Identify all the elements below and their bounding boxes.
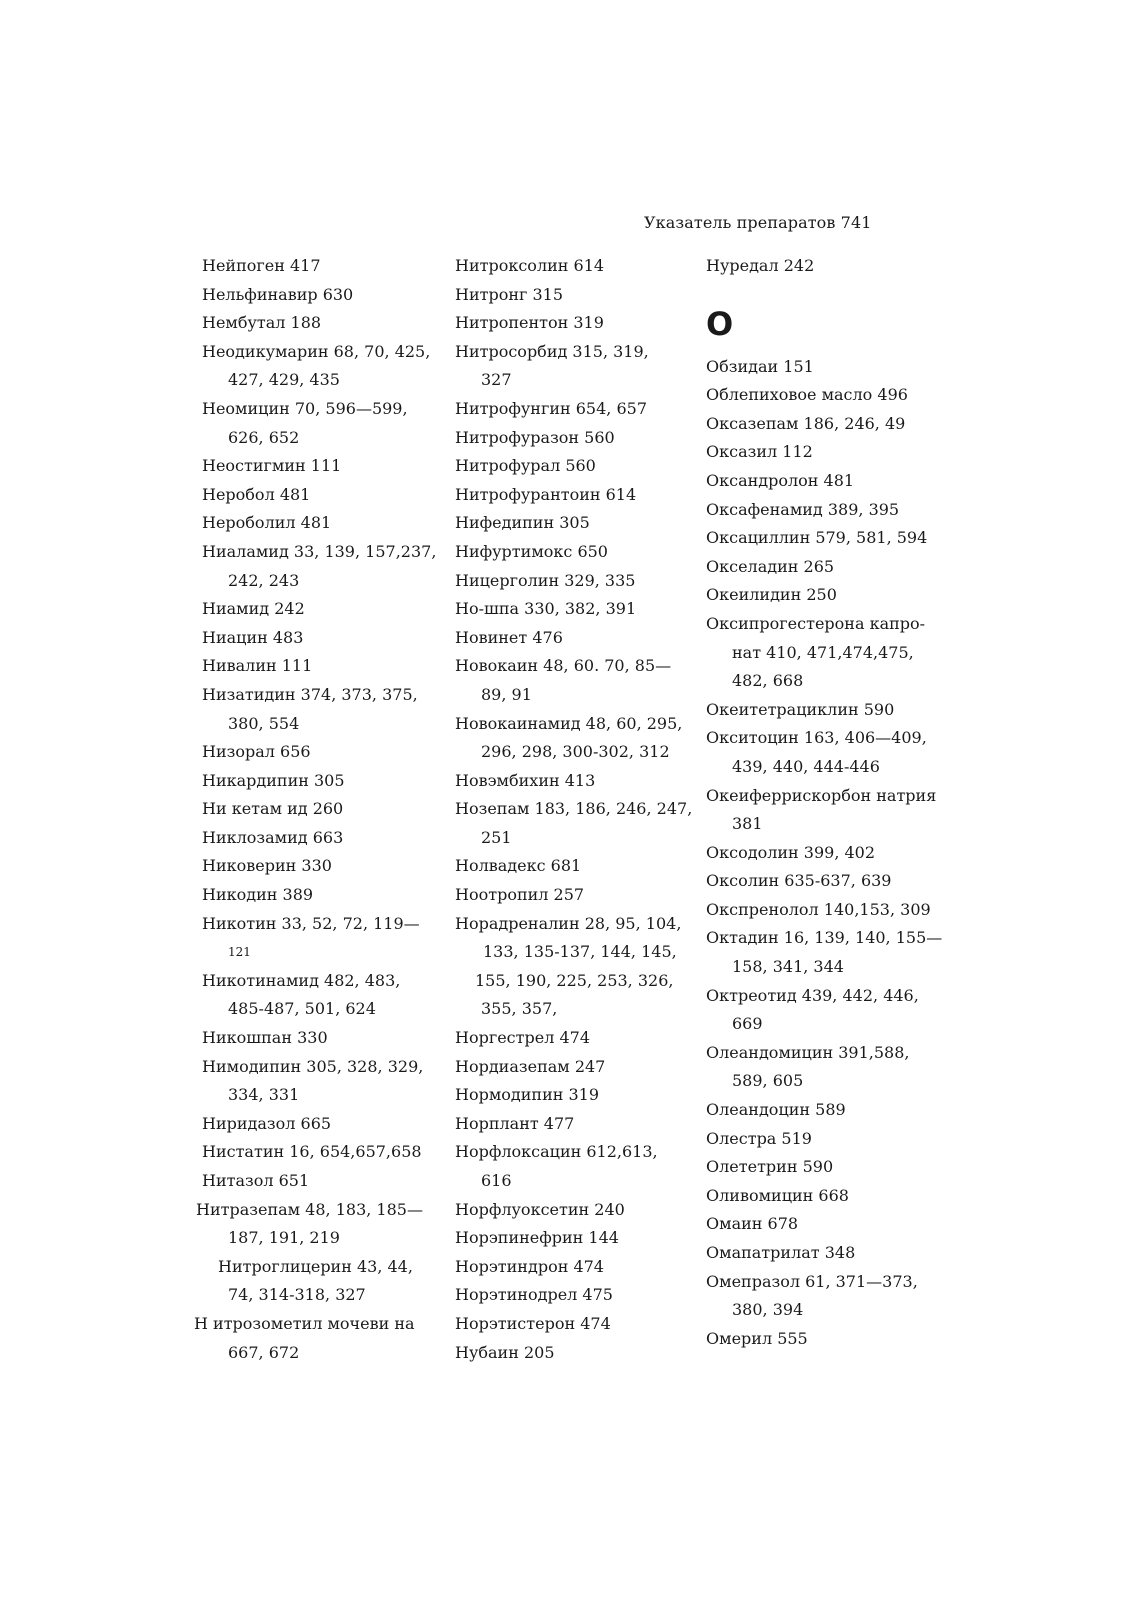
index-entry-continuation: 667, 672	[228, 1342, 300, 1362]
index-entry: Нитазол 651	[202, 1171, 310, 1190]
index-entry: Новокаинамид 48, 60, 295,	[455, 713, 683, 733]
index-entry: Нивалин 111	[202, 656, 313, 676]
index-entry: Ниридазол 665	[202, 1113, 332, 1133]
index-entry: Нитрофурал 560	[455, 456, 596, 476]
index-entry: Олеандоцин 589	[706, 1100, 846, 1120]
index-column-3	[706, 252, 966, 1353]
index-entry: Неробол 481	[202, 484, 311, 504]
index-entry: Океилидин 250	[706, 585, 837, 605]
index-entry-continuation: 334, 331	[228, 1085, 300, 1105]
index-entry: Ницерголин 329, 335	[455, 570, 636, 590]
index-entry-continuation: 439, 440, 444-446	[732, 756, 880, 776]
index-entry: Нитросорбид 315, 319,	[455, 341, 649, 361]
index-entry-continuation: 626, 652	[228, 427, 300, 447]
index-entry: Низатидин 374, 373, 375,	[202, 684, 418, 704]
index-entry: Оксазил 112	[706, 442, 813, 462]
index-entry: Нитронг 315	[455, 284, 564, 304]
running-head: Указатель препаратов 741	[644, 213, 872, 232]
index-entry: Неостигмин 111	[202, 456, 342, 476]
index-entry: Олестра 519	[706, 1128, 812, 1148]
index-entry-continuation: 89, 91	[481, 684, 532, 704]
index-entry: Оксодолин 399, 402	[706, 842, 876, 862]
index-entry: Омапатрилат 348	[706, 1243, 856, 1262]
index-column-1	[194, 252, 442, 1367]
index-entry: Нитрофунгин 654, 657	[455, 398, 647, 418]
index-entry-continuation: 155, 190, 225, 253, 326,	[475, 970, 674, 990]
index-entry: Норфлоксацин 612,613,	[455, 1142, 658, 1162]
index-entry: Олеандомицин 391,588,	[706, 1042, 910, 1062]
index-entry: Нитропентон 319	[455, 313, 604, 333]
index-entry: Ниацин 483	[202, 627, 304, 647]
index-entry: Новокаин 48, 60. 70, 85—	[455, 656, 672, 676]
index-entry: Норэтиндрон 474	[455, 1256, 604, 1276]
index-entry: Омаин 678	[706, 1214, 799, 1234]
index-entry: Окселадин 265	[706, 556, 835, 576]
index-entry: Ниамид 242	[202, 599, 305, 619]
index-entry-continuation: 482, 668	[732, 671, 804, 691]
index-entry: Норплант 477	[455, 1113, 575, 1133]
index-entry-continuation: 669	[732, 1014, 763, 1034]
index-entry: Нолвадекс 681	[455, 856, 582, 876]
index-entry: Оксипрогестерона капро-	[706, 613, 926, 633]
index-entry: Олететрин 590	[706, 1157, 834, 1177]
index-entry: Никотинамид 482, 483,	[202, 970, 401, 990]
index-entry: Нельфинавир 630	[202, 284, 354, 304]
index-entry-continuation: 380, 394	[732, 1300, 804, 1320]
index-entry-continuation: 355, 357,	[481, 999, 558, 1019]
index-entry-continuation: 427, 429, 435	[228, 370, 340, 390]
index-entry: Норадреналин 28, 95, 104,	[455, 913, 682, 933]
index-entry: Никошпан 330	[202, 1028, 328, 1048]
index-entry: Нимодипин 305, 328, 329,	[202, 1056, 424, 1076]
index-entry: Норэтистерон 474	[455, 1313, 611, 1333]
index-entry-continuation: 121	[228, 945, 251, 960]
index-entry: Нифуртимокс 650	[455, 541, 608, 561]
index-entry: Нормодипин 319	[455, 1085, 600, 1105]
index-entry: Никардипин 305	[202, 770, 345, 790]
index-entry: Оксолин 635-637, 639	[706, 871, 892, 891]
index-entry: Норэтинодрел 475	[455, 1285, 613, 1305]
index-entry: Омепразол 61, 371—373,	[706, 1271, 918, 1291]
index-entry-continuation: 485-487, 501, 624	[228, 999, 376, 1019]
index-entry-continuation: 381	[732, 814, 763, 834]
index-entry: Оксандролон 481	[706, 470, 855, 490]
index-entry-continuation: 296, 298, 300-302, 312	[481, 742, 670, 762]
index-entry-continuation: 133, 135-137, 144, 145,	[483, 942, 677, 962]
index-entry: Никотин 33, 52, 72, 119—	[202, 913, 420, 933]
index-entry: Никлозамид 663	[202, 827, 344, 847]
index-entry-continuation: 242, 243	[228, 570, 300, 590]
index-entry: Нистатин 16, 654,657,658	[202, 1142, 422, 1162]
index-entry: Облепиховое масло 496	[706, 385, 908, 405]
index-entry: Новэмбихин 413	[455, 770, 596, 790]
index-entry: Нордиазепам 247	[455, 1056, 606, 1076]
index-entry: Окспренолол 140,153, 309	[706, 899, 931, 919]
index-entry: Никодин 389	[202, 885, 314, 905]
index-entry: Нозепам 183, 186, 246, 247,	[455, 799, 693, 819]
index-entry: Норфлуоксетин 240	[455, 1199, 625, 1219]
index-entry: Новинет 476	[455, 627, 563, 647]
index-entry: Нуредал 242	[706, 256, 815, 275]
index-entry-continuation: 589, 605	[732, 1071, 804, 1091]
index-entry: Никоверин 330	[202, 856, 332, 876]
index-entry: Нитразепам 48, 183, 185—	[196, 1199, 423, 1219]
index-entry: Норгестрел 474	[455, 1028, 590, 1048]
index-entry: Нембутал 188	[202, 313, 322, 333]
index-entry: Нитрофуразон 560	[455, 427, 615, 447]
index-entry: Неодикумарин 68, 70, 425,	[202, 341, 431, 361]
index-entry-continuation: 380, 554	[228, 713, 300, 733]
index-entry: Нитрофурантоин 614	[455, 484, 637, 504]
index-entry: Нитроглицерин 43, 44,	[218, 1256, 413, 1276]
index-entry: Окситоцин 163, 406—409,	[706, 728, 927, 748]
index-entry: Нитроксолин 614	[455, 256, 605, 275]
index-entry: Ниаламид 33, 139, 157,237,	[202, 541, 437, 561]
index-entry-continuation: нат 410, 471,474,475,	[732, 642, 914, 662]
index-entry-continuation: 187, 191, 219	[228, 1228, 340, 1248]
index-entry: Омерил 555	[706, 1328, 808, 1348]
index-entry-continuation: 158, 341, 344	[732, 957, 844, 977]
index-entry-continuation: 327	[481, 370, 512, 390]
index-entry: Оливомицин 668	[706, 1185, 849, 1205]
index-entry: Октадин 16, 139, 140, 155—	[706, 928, 943, 948]
section-letter-heading: О	[706, 304, 734, 343]
index-entry: Норэпинефрин 144	[455, 1228, 619, 1248]
index-entry: Нейпоген 417	[202, 256, 321, 275]
index-entry: Но-шпа 330, 382, 391	[455, 599, 637, 619]
index-entry: Оксациллин 579, 581, 594	[706, 528, 928, 548]
index-entry: Нифедипин 305	[455, 513, 590, 533]
index-entry: Нероболил 481	[202, 513, 332, 533]
index-entry-continuation: 251	[481, 827, 512, 847]
index-entry: Нубаин 205	[455, 1342, 555, 1362]
index-entry: Низорал 656	[202, 742, 311, 762]
index-entry: Оксазепам 186, 246, 49	[706, 413, 906, 433]
index-entry: Октреотид 439, 442, 446,	[706, 985, 919, 1005]
index-entry: Обзидаи 151	[706, 356, 814, 376]
index-entry: Ни кетам ид 260	[202, 799, 344, 819]
index-column-2	[455, 252, 695, 1367]
index-entry-continuation: 74, 314-318, 327	[228, 1285, 366, 1305]
index-entry: Н итрозометил мочеви на	[194, 1313, 415, 1333]
index-entry: Океитетрациклин 590	[706, 699, 895, 719]
index-entry: Неомицин 70, 596—599,	[202, 398, 408, 418]
index-entry: Оксафенамид 389, 395	[706, 499, 900, 519]
index-entry: Океиферрискорбон натрия	[706, 785, 937, 805]
index-entry-continuation: 616	[481, 1171, 512, 1190]
index-entry: Ноотропил 257	[455, 885, 585, 905]
